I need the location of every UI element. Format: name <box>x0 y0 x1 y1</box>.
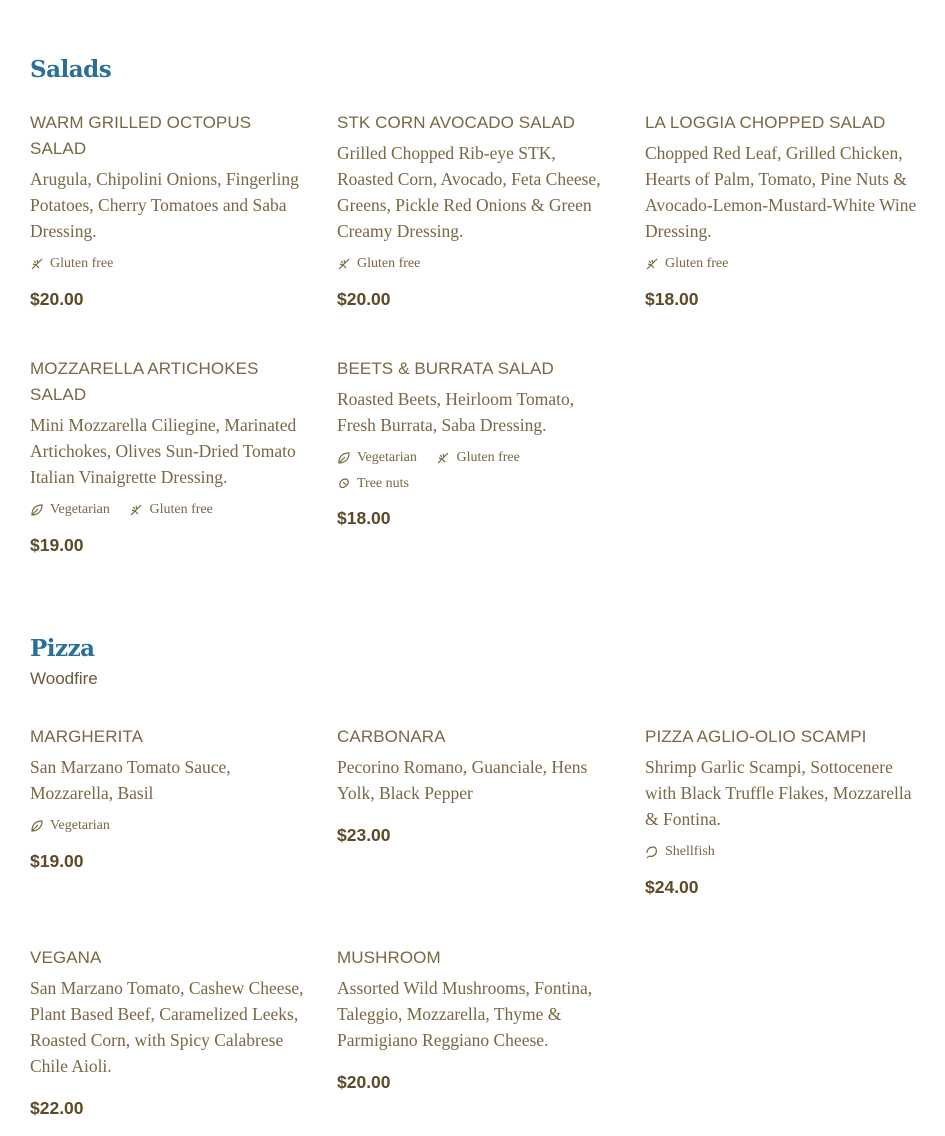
item-price: $20.00 <box>337 288 391 309</box>
item-description: Grilled Chopped Rib-eye STK, Roasted Corn, Avocado, Feta Cheese, Greens, Pickle Red Onions & Green Creamy Dressing. <box>337 143 601 241</box>
tag-vegetarian <box>30 814 110 837</box>
tag-label: Gluten free <box>50 256 114 271</box>
menu-item <box>30 110 305 312</box>
menu-item <box>645 724 920 900</box>
item-name: MOZZARELLA ARTICHOKES SALAD <box>30 359 259 404</box>
item-description: Chopped Red Leaf, Grilled Chicken, Hearts of Palm, Tomato, Pine Nuts & Avocado-Lemon-Mustard-White Wine Dressing. <box>645 143 917 241</box>
tag-gluten-free <box>645 252 728 275</box>
item-price: $23.00 <box>337 825 391 845</box>
tag-label: Gluten free <box>665 256 729 271</box>
tag-label: Vegetarian <box>357 450 417 465</box>
menu-item <box>645 110 920 312</box>
vegetarian-icon <box>337 451 351 465</box>
tag-vegetarian <box>337 446 417 469</box>
gluten-free-icon <box>30 257 44 271</box>
dietary-tags <box>337 252 612 278</box>
tag-label: Gluten free <box>149 502 213 517</box>
tag-label: Tree nuts <box>357 475 409 491</box>
menu-item <box>337 945 612 1095</box>
item-price: $19.00 <box>30 850 84 871</box>
menu-item <box>30 724 305 874</box>
vegetarian-icon <box>30 503 44 517</box>
dietary-tags <box>645 840 920 866</box>
item-price: $20.00 <box>337 1072 391 1092</box>
item-name: LA LOGGIA CHOPPED SALAD <box>645 113 886 132</box>
tag-gluten-free <box>337 252 420 275</box>
item-name: MUSHROOM <box>337 948 441 967</box>
section-title-pizza: Pizza <box>30 635 95 662</box>
pizza-section <box>30 634 920 690</box>
item-description: Assorted Wild Mushrooms, Fontina, Taleggio, Mozzarella, Thyme & Parmigiano Reggiano Cheese. <box>337 978 593 1050</box>
menu-item <box>30 356 305 558</box>
tag-label: Shellfish <box>665 844 715 859</box>
item-price: $24.00 <box>645 876 699 897</box>
tag-label: Gluten free <box>357 256 421 271</box>
tag-gluten-free <box>436 446 519 469</box>
gluten-free-icon <box>129 503 143 517</box>
section-title-salads: Salads <box>30 56 112 83</box>
tag-tree-nuts <box>337 472 409 495</box>
menu-item <box>337 724 612 848</box>
shellfish-icon <box>645 845 659 859</box>
item-description: Shrimp Garlic Scampi, Sottocenere with Black Truffle Flakes, Mozzarella & Fontina. <box>645 757 912 829</box>
vegetarian-icon <box>30 819 44 833</box>
dietary-tags <box>30 498 305 524</box>
menu-item <box>337 356 612 531</box>
dietary-tags <box>645 252 920 278</box>
item-description: San Marzano Tomato, Cashew Cheese, Plant Based Beef, Caramelized Leeks, Roasted Corn, with Spicy Calabrese Chile Aioli. <box>30 978 304 1076</box>
item-price: $20.00 <box>30 288 84 309</box>
item-description: Mini Mozzarella Ciliegine, Marinated Artichokes, Olives Sun-Dried Tomato Italian Vinaigrette Dressing. <box>30 415 297 487</box>
dietary-tags <box>30 252 305 278</box>
item-description: San Marzano Tomato Sauce, Mozzarella, Basil <box>30 757 231 803</box>
tag-gluten-free <box>129 498 212 521</box>
item-name: STK CORN AVOCADO SALAD <box>337 113 576 132</box>
menu-item <box>30 945 305 1121</box>
dietary-tags <box>30 814 305 840</box>
gluten-free-icon <box>436 451 450 465</box>
menu-item <box>337 110 612 312</box>
tag-shellfish <box>645 840 715 863</box>
tag-gluten-free <box>30 252 113 275</box>
item-description: Arugula, Chipolini Onions, Fingerling Potatoes, Cherry Tomatoes and Saba Dressing. <box>30 169 299 241</box>
tag-label: Vegetarian <box>50 818 110 833</box>
item-description: Pecorino Romano, Guanciale, Hens Yolk, Black Pepper <box>337 757 588 803</box>
section-subtitle: Woodfire <box>30 669 98 688</box>
salads-section <box>30 55 920 85</box>
item-name: PIZZA AGLIO-OLIO SCAMPI <box>645 727 867 746</box>
item-name: VEGANA <box>30 948 102 967</box>
dietary-tags <box>337 446 612 497</box>
tag-label: Gluten free <box>456 450 520 465</box>
item-name: MARGHERITA <box>30 727 144 746</box>
item-name: WARM GRILLED OCTOPUS SALAD <box>30 113 252 158</box>
item-price: $18.00 <box>337 508 391 528</box>
tree-nuts-icon <box>337 476 351 490</box>
item-price: $18.00 <box>645 288 699 309</box>
gluten-free-icon <box>337 257 351 271</box>
item-price: $19.00 <box>30 534 84 555</box>
item-price: $22.00 <box>30 1098 84 1118</box>
tag-label: Vegetarian <box>50 502 110 517</box>
gluten-free-icon <box>645 257 659 271</box>
tag-vegetarian <box>30 498 110 521</box>
item-description: Roasted Beets, Heirloom Tomato, Fresh Burrata, Saba Dressing. <box>337 389 575 435</box>
item-name: CARBONARA <box>337 727 446 746</box>
item-name: BEETS & BURRATA SALAD <box>337 359 554 378</box>
